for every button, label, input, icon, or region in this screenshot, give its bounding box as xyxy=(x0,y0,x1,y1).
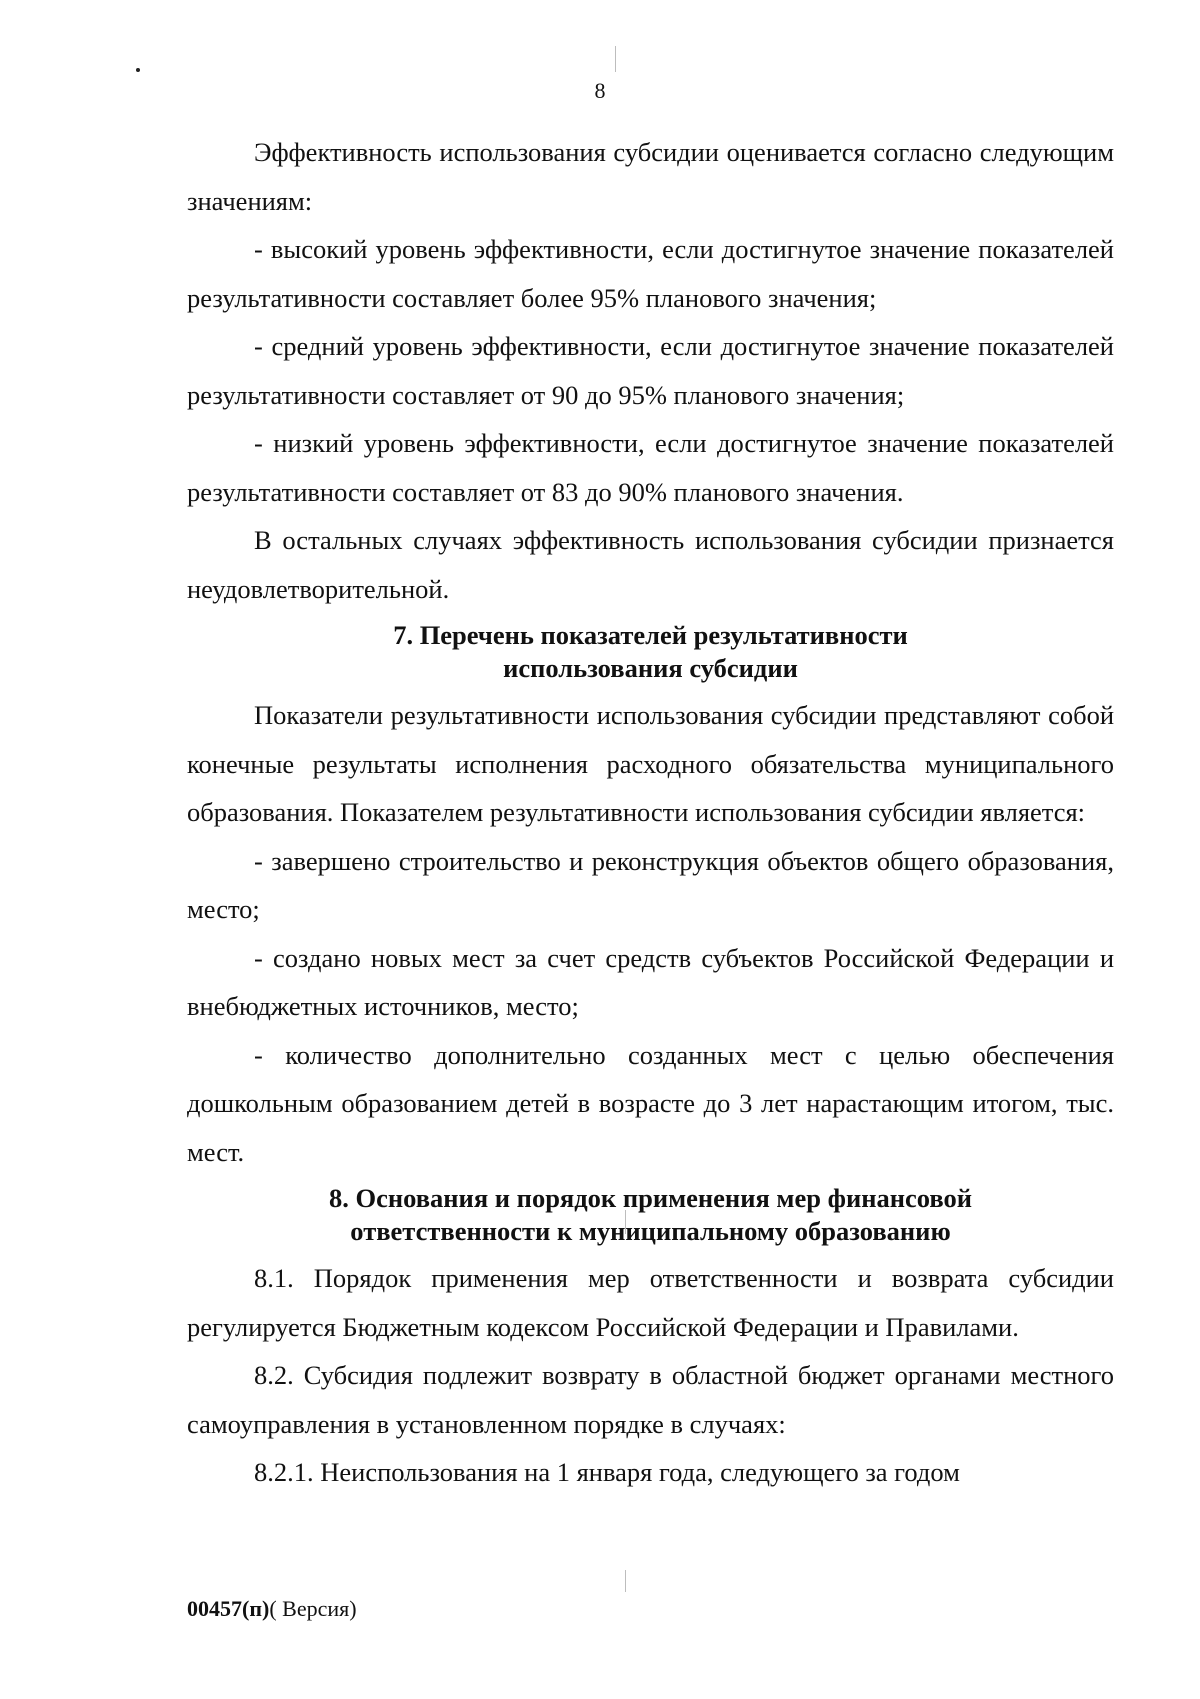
document-version: ( Версия) xyxy=(269,1596,357,1621)
scan-artifact-line xyxy=(615,46,616,72)
section-8-heading-line: ответственности к муниципальному образованию xyxy=(350,1216,951,1246)
section-7-heading xyxy=(187,619,1114,685)
paragraph: 8.2.1. Неиспользования на 1 января года, следующего за годом xyxy=(254,1457,960,1487)
paragraph: В остальных случаях эффективность использования субсидии признается неудовлетворительной. xyxy=(187,525,1114,604)
scan-artifact-line xyxy=(625,1570,626,1592)
document-body xyxy=(187,128,1114,1497)
list-item: - средний уровень эффективности, если достигнутое значение показателей результативности составляет от 90 до 95% планового значения; xyxy=(187,331,1114,410)
section-8-heading-line: 8. Основания и порядок применения мер финансовой xyxy=(328,1183,972,1213)
list-item: - создано новых мест за счет средств субъектов Российской Федерации и внебюджетных источников, место; xyxy=(187,942,1114,1021)
section-7-heading-line: 7. Перечень показателей результативности xyxy=(393,620,908,650)
document-footer xyxy=(187,1596,357,1622)
paragraph: 8.2. Субсидия подлежит возврату в областной бюджет органами местного самоуправления в установленном порядке в случаях: xyxy=(187,1360,1114,1439)
paragraph: 8.1. Порядок применения мер ответственности и возврата субсидии регулируется Бюджетным кодексом Российской Федерации и Правилами. xyxy=(187,1263,1114,1342)
list-item: - количество дополнительно созданных мест с целью обеспечения дошкольным образованием детей в возрасте до 3 лет нарастающим итогом, тыс. мест. xyxy=(187,1039,1114,1167)
document-code: 00457(п) xyxy=(187,1596,270,1621)
list-item: - низкий уровень эффективности, если достигнутое значение показателей результативности составляет от 83 до 90% планового значения. xyxy=(187,428,1114,507)
section-8-heading xyxy=(187,1182,1114,1248)
section-7-heading-line: использования субсидии xyxy=(503,653,798,683)
paragraph: Эффективность использования субсидии оценивается согласно следующим значениям: xyxy=(187,137,1114,216)
page-number: 8 xyxy=(594,78,606,103)
scan-speck xyxy=(136,68,140,72)
list-item: - завершено строительство и реконструкция объектов общего образования, место; xyxy=(187,845,1114,924)
paragraph: Показатели результативности использования субсидии представляют собой конечные результаты исполнения расходного обязательства муниципального образования. Показателем результативности использования субсидии является: xyxy=(187,700,1114,827)
list-item: - высокий уровень эффективности, если достигнутое значение показателей результативности составляет более 95% планового значения; xyxy=(187,234,1114,313)
